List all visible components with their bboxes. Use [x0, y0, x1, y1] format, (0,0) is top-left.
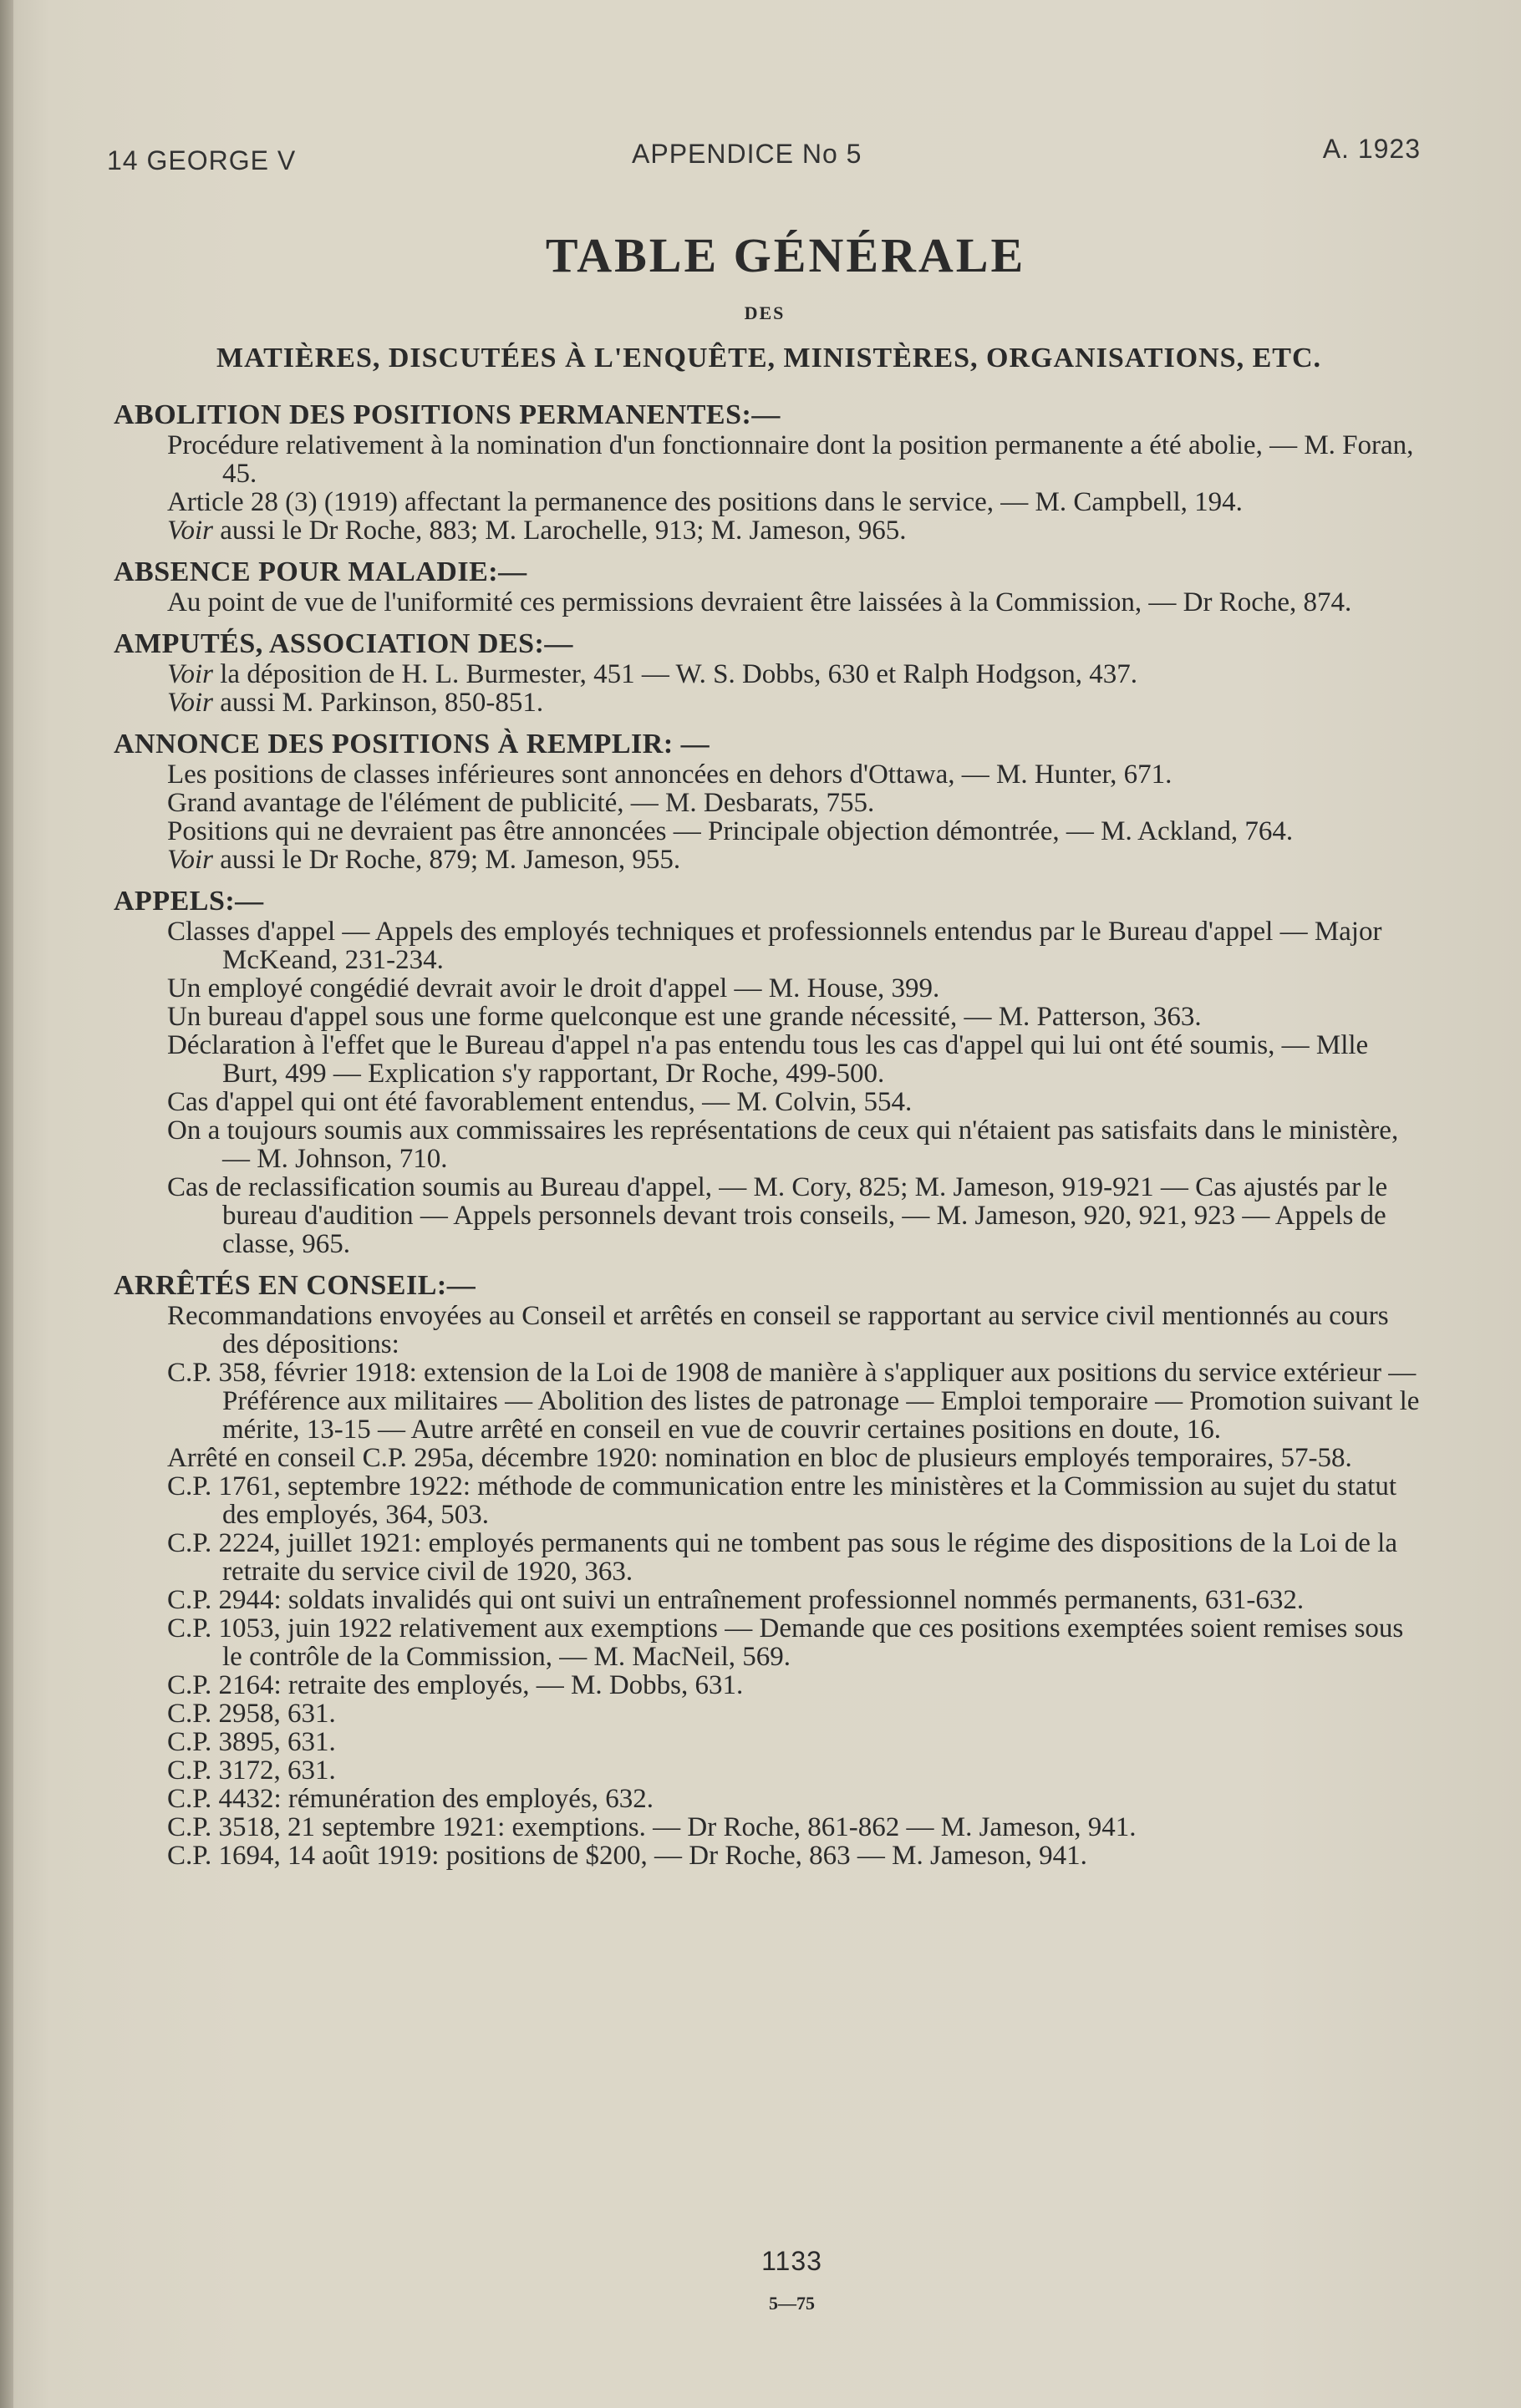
- printer-signature: 5—75: [769, 2293, 815, 2314]
- index-entry: C.P. 358, février 1918: extension de la Loi de 1908 de manière à s'appliquer aux positions du service extérieur — Préférence aux militaires — Abolition des listes de patronage — Emploi temporaire — Promotion suivant le mérite, 13-15 — Autre arrêté en conseil en vue de couvrir certaines positions en doute, 16.: [167, 1358, 1420, 1445]
- index-entry: Positions qui ne devraient pas être annoncées — Principale objection démontrée, — M. Ackland, 764.: [167, 816, 1294, 846]
- header-center: APPENDICE No 5: [632, 139, 862, 169]
- section-heading: ARRÊTÉS EN CONSEIL:—: [114, 1270, 476, 1301]
- index-entry: Voir aussi le Dr Roche, 883; M. Larochelle, 913; M. Jameson, 965.: [167, 516, 907, 546]
- index-section: [114, 1272, 1430, 1870]
- page-binding-shadow: [0, 0, 13, 2408]
- index-entry: C.P. 1694, 14 août 1919: positions de $200, — Dr Roche, 863 — M. Jameson, 941.: [167, 1841, 1087, 1871]
- index-entry: On a toujours soumis aux commissaires les représentations de ceux qui n'étaient pas satisfaits dans le ministère, — M. Johnson, 710.: [167, 1115, 1399, 1174]
- index-entry: Au point de vue de l'uniformité ces permissions devraient être laissées à la Commission, — Dr Roche, 874.: [167, 587, 1352, 617]
- index-entry: Arrêté en conseil C.P. 295a, décembre 1920: nomination en bloc de plusieurs employés temporaires, 57-58.: [167, 1443, 1352, 1473]
- index-entry: Classes d'appel — Appels des employés techniques et professionnels entendus par le Bureau d'appel — Major McKeand, 231-234.: [167, 917, 1382, 975]
- index-entry: C.P. 3172, 631.: [167, 1755, 336, 1786]
- index-entry: Procédure relativement à la nomination d'un fonctionnaire dont la position permanente a été abolie, — M. Foran, 45.: [167, 430, 1414, 489]
- index-entry: Les positions de classes inférieures sont annoncées en dehors d'Ottawa, — M. Hunter, 671.: [167, 759, 1173, 790]
- index-entry: Grand avantage de l'élément de publicité, — M. Desbarats, 755.: [167, 788, 875, 818]
- page-title: TABLE GÉNÉRALE: [545, 228, 1026, 282]
- index-section: [114, 558, 1430, 617]
- index-entry: Voir la déposition de H. L. Burmester, 451 — W. S. Dobbs, 630 et Ralph Hodgson, 437.: [167, 659, 1137, 689]
- index-entry: C.P. 3895, 631.: [167, 1727, 336, 1757]
- index-entry: C.P. 1053, juin 1922 relativement aux exemptions — Demande que ces positions exemptées soient remises sous le contrôle de la Commission, — M. MacNeil, 569.: [167, 1613, 1404, 1672]
- section-heading: ABSENCE POUR MALADIE:—: [114, 556, 527, 587]
- index-content: [114, 401, 1430, 1883]
- index-entry: C.P. 2164: retraite des employés, — M. Dobbs, 631.: [167, 1670, 744, 1700]
- running-header: [107, 134, 1421, 175]
- index-entry: C.P. 3518, 21 septembre 1921: exemptions. — Dr Roche, 861-862 — M. Jameson, 941.: [167, 1812, 1137, 1842]
- section-heading: ABOLITION DES POSITIONS PERMANENTES:—: [114, 399, 781, 430]
- index-entry: Voir aussi le Dr Roche, 879; M. Jameson, 955.: [167, 845, 681, 875]
- index-entry: Recommandations envoyées au Conseil et arrêtés en conseil se rapportant au service civil mentionnés au cours des dépositions:: [167, 1301, 1389, 1359]
- index-entry: C.P. 2958, 631.: [167, 1699, 336, 1729]
- index-section: [114, 730, 1430, 874]
- section-heading: APPELS:—: [114, 886, 264, 917]
- index-entry: C.P. 1761, septembre 1922: méthode de communication entre les ministères et la Commission au sujet du statut des employés, 364, 503.: [167, 1471, 1397, 1530]
- title-connector: DES: [744, 302, 786, 323]
- index-entry: Déclaration à l'effet que le Bureau d'appel n'a pas entendu tous les cas d'appel qui lui ont été soumis, — Mlle Burt, 499 — Explication s'y rapportant, Dr Roche, 499-500.: [167, 1030, 1369, 1089]
- index-entry: Article 28 (3) (1919) affectant la permanence des positions dans le service, — M. Campbell, 194.: [167, 487, 1243, 517]
- page-number: 1133: [761, 2246, 822, 2276]
- header-left: 14 GEORGE V: [107, 145, 297, 175]
- index-entry: C.P. 2944: soldats invalidés qui ont suivi un entraînement professionnel nommés permanents, 631-632.: [167, 1585, 1305, 1615]
- index-entry: C.P. 2224, juillet 1921: employés permanents qui ne tombent pas sous le régime des dispositions de la Loi de la retraite du service civil de 1920, 363.: [167, 1528, 1397, 1587]
- index-section: [114, 401, 1430, 545]
- index-entry: Un bureau d'appel sous une forme quelconque est une grande nécessité, — M. Patterson, 363.: [167, 1002, 1202, 1032]
- index-section: [114, 887, 1430, 1258]
- index-entry: Un employé congédié devrait avoir le droit d'appel — M. House, 399.: [167, 973, 940, 1003]
- index-entry: Voir aussi M. Parkinson, 850-851.: [167, 688, 544, 718]
- header-right: A. 1923: [1322, 134, 1421, 164]
- index-entry: Cas de reclassification soumis au Bureau d'appel, — M. Cory, 825; M. Jameson, 919-921 — Cas ajustés par le bureau d'audition — Appels personnels devant trois conseils, — M. Jameson, 920, 921, 923 — Appels de classe, 965.: [167, 1172, 1388, 1259]
- page-subtitle: MATIÈRES, DISCUTÉES À L'ENQUÊTE, MINISTÈRES, ORGANISATIONS, ETC.: [216, 343, 1321, 373]
- index-section: [114, 630, 1430, 717]
- section-heading: AMPUTÉS, ASSOCIATION DES:—: [114, 628, 573, 659]
- section-heading: ANNONCE DES POSITIONS À REMPLIR: —: [114, 729, 710, 759]
- index-entry: C.P. 4432: rémunération des employés, 632.: [167, 1784, 654, 1814]
- index-entry: Cas d'appel qui ont été favorablement entendus, — M. Colvin, 554.: [167, 1087, 913, 1117]
